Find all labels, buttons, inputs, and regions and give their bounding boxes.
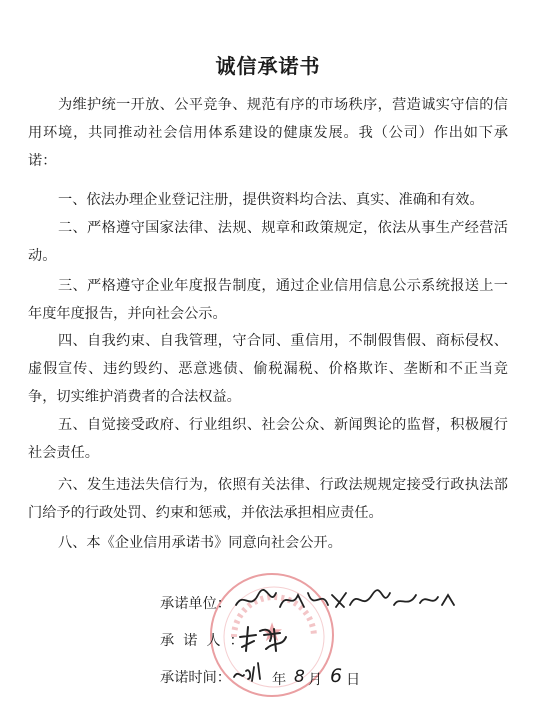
document-title: 诚信承诺书: [215, 54, 321, 78]
paragraph-item-4: 四、自我约束、自我管理，守合同、重信用，不制假售假、商标侵权、虚假宣传、违约毁约、恶意逃债、偷税漏税、价格欺诈、垄断和不正当竞争，切实维护消费者的合法权益。: [28, 333, 508, 405]
paragraph-item-5: 五、自觉接受政府、行业组织、社会公众、新闻舆论的监督，积极履行社会责任。: [28, 417, 508, 461]
year-suffix: 年: [272, 672, 287, 688]
paragraph-item-8: 八、本《企业信用承诺书》同意向社会公开。: [58, 535, 342, 551]
seal-star-icon: ★: [260, 617, 284, 648]
paragraph-item-1: 一、依法办理企业登记注册，提供资料均合法、真实、准确和有效。: [58, 192, 484, 208]
signature-time-row: [160, 667, 231, 687]
handwritten-date: [232, 657, 432, 687]
handwritten-company-name-signature: [232, 585, 472, 615]
paragraph-item-2: 二、严格遵守国家法律、法规、规章和政策规定，依法从事生产经营活动。: [28, 220, 508, 264]
unit-label: 承诺单位：: [160, 596, 231, 612]
month-suffix: 月: [308, 672, 323, 688]
signature-unit-row: [160, 593, 231, 613]
person-label: 承诺人：: [160, 633, 253, 649]
paragraph-item-6: 六、发生违法失信行为，依照有关法律、行政法规规定接受行政执法部门给予的行政处罚、约束和惩戒，并依法承担相应责任。: [28, 477, 508, 521]
paragraph-item-3: 三、严格遵守企业年度报告制度，通过企业信用信息公示系统报送上一年度年度报告，并向社会公示。: [28, 278, 508, 322]
time-label: 承诺时间：: [160, 670, 231, 686]
month-value: 8: [294, 667, 305, 687]
day-suffix: 日: [346, 672, 361, 688]
handwritten-year-mark: [232, 657, 272, 687]
handwritten-person-signature: [234, 623, 294, 655]
signature-block: [160, 585, 520, 705]
day-value: 6: [330, 665, 343, 687]
paragraph-intro: 为维护统一开放、公平竞争、规范有序的市场秩序，营造诚实守信的信用环境，共同推动社会信用体系建设的健康发展。我（公司）作出如下承诺：: [28, 97, 508, 169]
